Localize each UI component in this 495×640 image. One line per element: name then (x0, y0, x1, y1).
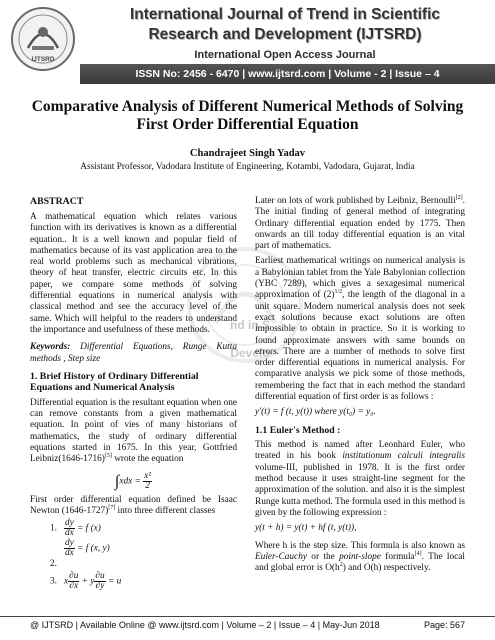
svg-text:IJTSRD: IJTSRD (31, 56, 55, 63)
journal-subtitle: International Open Access Journal (194, 49, 376, 61)
abstract-heading: ABSTRACT (30, 196, 84, 207)
page-footer (0, 616, 495, 632)
newton-classes-list (50, 519, 237, 590)
keywords-text: Differential Equations, Runge Kutta methods , Step size (30, 342, 237, 364)
journal-name-line1: International Journal of Trend in Scientific (129, 6, 441, 23)
ref-2[interactable]: [2] (455, 194, 463, 201)
issn-band: ISSN No: 2456 - 6470 | www.ijtsrd.com | Volume - 2 | Issue – 4 (80, 64, 495, 84)
right-column (255, 196, 465, 576)
integral-equation: ∫xdx = $\frac{\text{x²}}{2}$ (114, 470, 152, 491)
class-item-2: 2. (50, 559, 57, 570)
section11-para2: Where h is the step size. This formula is also known as Euler-Cauchy or the point-slope formula[4]. The local and global error is $O(h^2)$ and O(h) respectively. (255, 540, 466, 574)
paper-author: Chandrajeet Singh Yadav (189, 148, 306, 159)
section11-heading: 1.1 Euler's Method : (255, 424, 341, 436)
keywords-label: Keywords: (30, 342, 71, 353)
paper-title-line2: First Order Differential Equation (136, 116, 359, 133)
integral-sign-icon: ∫ (114, 472, 120, 490)
journal-header (0, 0, 495, 88)
paper-affiliation: Assistant Professor, Vadodara Institute of Engineering, Kotambi, Vadodara, Gujarat, India (80, 162, 415, 172)
euler-equation: y(t + h) = y(t) + hf (t, y(t)), (255, 523, 357, 534)
footer-info: @ IJTSRD | Available Online @ www.ijtsrd.com | Volume – 2 | Issue – 4 | May-Jun 2018 (30, 620, 380, 630)
ref-7[interactable]: [7] (108, 504, 116, 511)
right-para1: Later on lots of work published by Leibniz, Bernoulli[2]. The initial finding of general method of integrating Ordinary differential equation ended by 1775. Then onwards an till today differential equation is an vital part of mathematics. (255, 194, 465, 252)
left-column (30, 212, 237, 592)
journal-name-line2: Research and Development (IJTSRD) (148, 26, 422, 43)
paper-title (30, 98, 465, 134)
section1-heading: 1. Brief History of Ordinary Differential Equations and Numerical Analysis (30, 370, 199, 394)
class-item-2-eq: $\frac{dy}{dx}$ = f (x, y) (65, 538, 110, 559)
page-number: Page: 567 (423, 620, 465, 630)
section1-para2: First order differential equation defined be Isaac Newton (1646-1727)[7] into three different classes (30, 494, 237, 516)
journal-logo-icon (10, 6, 76, 72)
paper-title-line1: Comparative Analysis of Different Numerical Methods of Solving (31, 98, 464, 115)
ref-4[interactable]: [4] (414, 550, 422, 557)
standard-equation: y′(t) = f (t, y(t)) where y(t₀) = y₀. (255, 407, 376, 418)
ref-5[interactable]: [5] (104, 453, 112, 460)
section11-para1: This method is named after Leonhard Euler, who treated in his book institutionum calculi integralis volume-III, published in 1978. It is the first order method because it uses straight-line segment for the approximation of the solution. and also it is the simplest Runge kutta method. The formula used in this method is given by the following expression : (255, 440, 465, 518)
class-item-1: 1. $\frac{dy}{dx}$ = f (x) (50, 518, 101, 539)
right-para2: Earliest mathematical writings on numerical analysis is a Babylonian tablet from the Yale Babylonian collection (YBC 7289), which gives a sexagesimal numerical approximation of $(2)^{1/2}$, the length of the diagonal in a unit square. Modern numerical analysis does not seek exact solutions because exact solutions are often impossible to obtain in practice. So it is working to found approximate answers with same bounds on errors. There are a number of methods to solve first order differential equations in numerical analysis. For comparative analysis we pick some of those methods, remembering the fact that in each method the standard differential equation of first order is as follows : (255, 256, 465, 403)
keywords (30, 342, 237, 365)
section1-para1: Differential equation is the resultant equation when one can remove constants from a given mathematical equation. In point of vies of many historians of mathematics, the study of ordinary differential equations started in 1675. In this year, Gottfried Leibniz(1646-1716)[5] wrote the equation (30, 397, 237, 465)
class-item-3: 3. x $\frac{\partial u}{\partial x}$ + y $\frac{\partial u}{\partial y}$ = u (50, 570, 122, 591)
abstract-text: A mathematical equation which relates various function with its derivatives is known as a differential equation.. It is a well known and popular field of mathematics because of its vast application area to the real world problems such as mechanical vibrations, theory of heat transfer, electric circuits etc. In this paper, we compare some methods of solving differential equations in numerical analysis with classical method and see the accuracy level of the same. Which will helpful to the readers to understand the importance and usefulness of these methods. (30, 212, 237, 335)
watermark-text-1: nd in S (230, 318, 270, 332)
watermark-text-2: Develo (230, 346, 270, 360)
book-title: institutionum calculi integralis (342, 451, 465, 462)
